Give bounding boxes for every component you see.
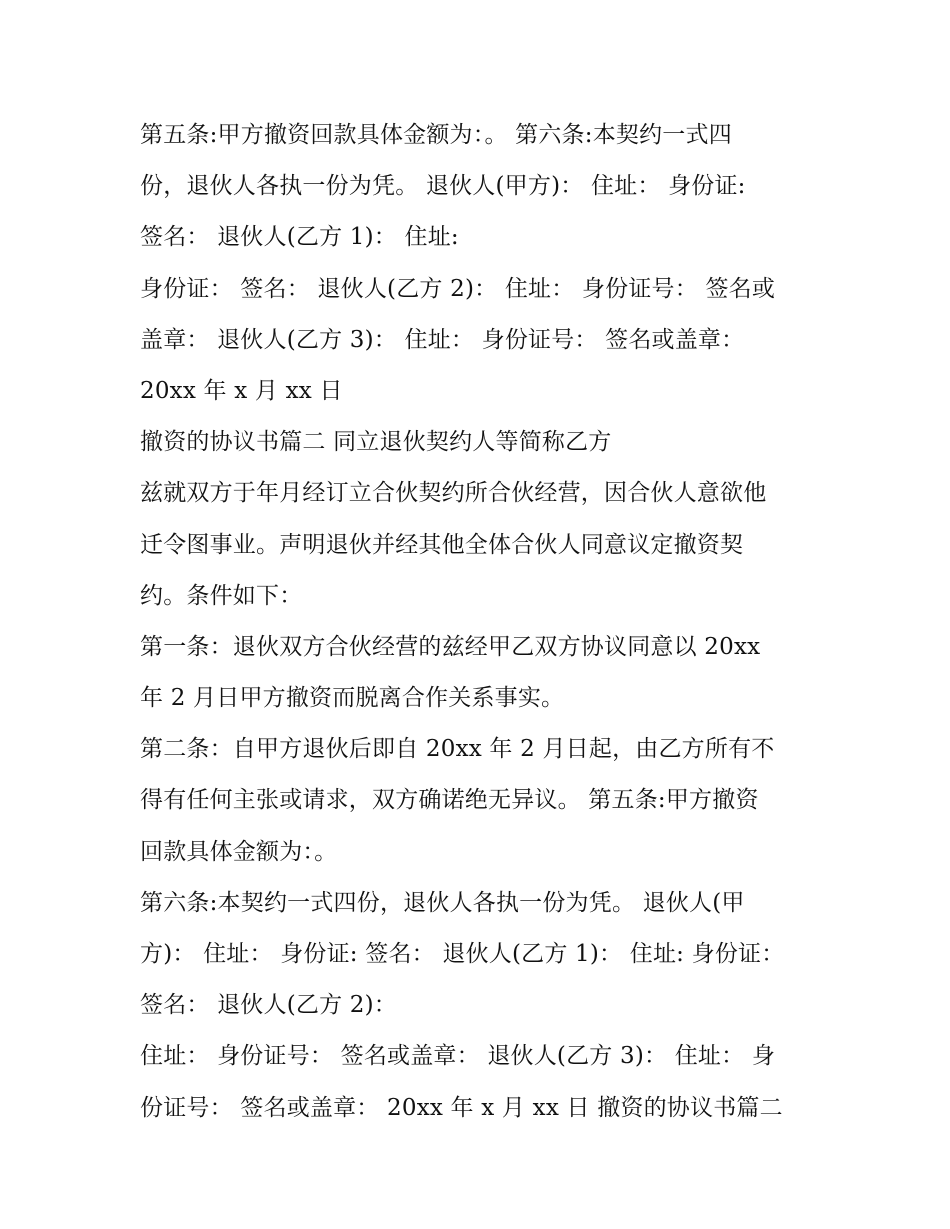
text-line: 签名： 退伙人(乙方 1)： 住址: [140, 224, 459, 251]
text-line: 年 2 月日甲方撤资而脱离合作关系事实。 [140, 685, 565, 712]
text-line: 份，退伙人各执一份为凭。 退伙人(甲方)： 住址： 身份证: [140, 173, 746, 200]
document-body [140, 110, 820, 1134]
text-line: 兹就双方于年月经订立合伙契约所合伙经营，因合伙人意欲他 [140, 480, 767, 507]
text-line: 份证号： 签名或盖章： 20xx 年 x 月 xx 日 撤资的协议书篇二 [140, 1094, 783, 1121]
text-line: 住址： 身份证号： 签名或盖章： 退伙人(乙方 3)： 住址： 身 [140, 1043, 776, 1070]
text-line: 迁令图事业。声明退伙并经其他全体合伙人同意议定撤资契 [140, 531, 744, 558]
text-line: 第五条:甲方撤资回款具体金额为：。 第六条:本契约一式四 [140, 122, 732, 148]
date-line: 20xx 年 x 月 xx 日 [140, 377, 343, 404]
text-line: 签名： 退伙人(乙方 2)： [140, 992, 398, 1019]
text-line: 第六条:本契约一式四份，退伙人各执一份为凭。 退伙人(甲 [140, 889, 745, 916]
text-line: 约。条件如下： [140, 582, 303, 609]
section-heading: 撤资的协议书篇二 同立退伙契约人等简称乙方 [140, 429, 612, 456]
text-line: 盖章： 退伙人(乙方 3)： 住址： 身份证号： 签名或盖章： [140, 326, 745, 353]
text-line: 方)： 住址： 身份证: 签名： 退伙人(乙方 1)： 住址: 身份证： [140, 941, 785, 967]
text-line: 第一条：退伙双方合伙经营的兹经甲乙双方协议同意以 20xx [140, 633, 761, 660]
text-line: 得有任何主张或请求，双方确诺绝无异议。 第五条:甲方撤资 [140, 787, 759, 814]
text-line: 第二条：自甲方退伙后即自 20xx 年 2 月日起，由乙方所有不 [140, 736, 775, 763]
text-line: 身份证： 签名： 退伙人(乙方 2)： 住址： 身份证号： 签名或 [140, 275, 776, 302]
text-line: 回款具体金额为：。 [140, 838, 338, 865]
